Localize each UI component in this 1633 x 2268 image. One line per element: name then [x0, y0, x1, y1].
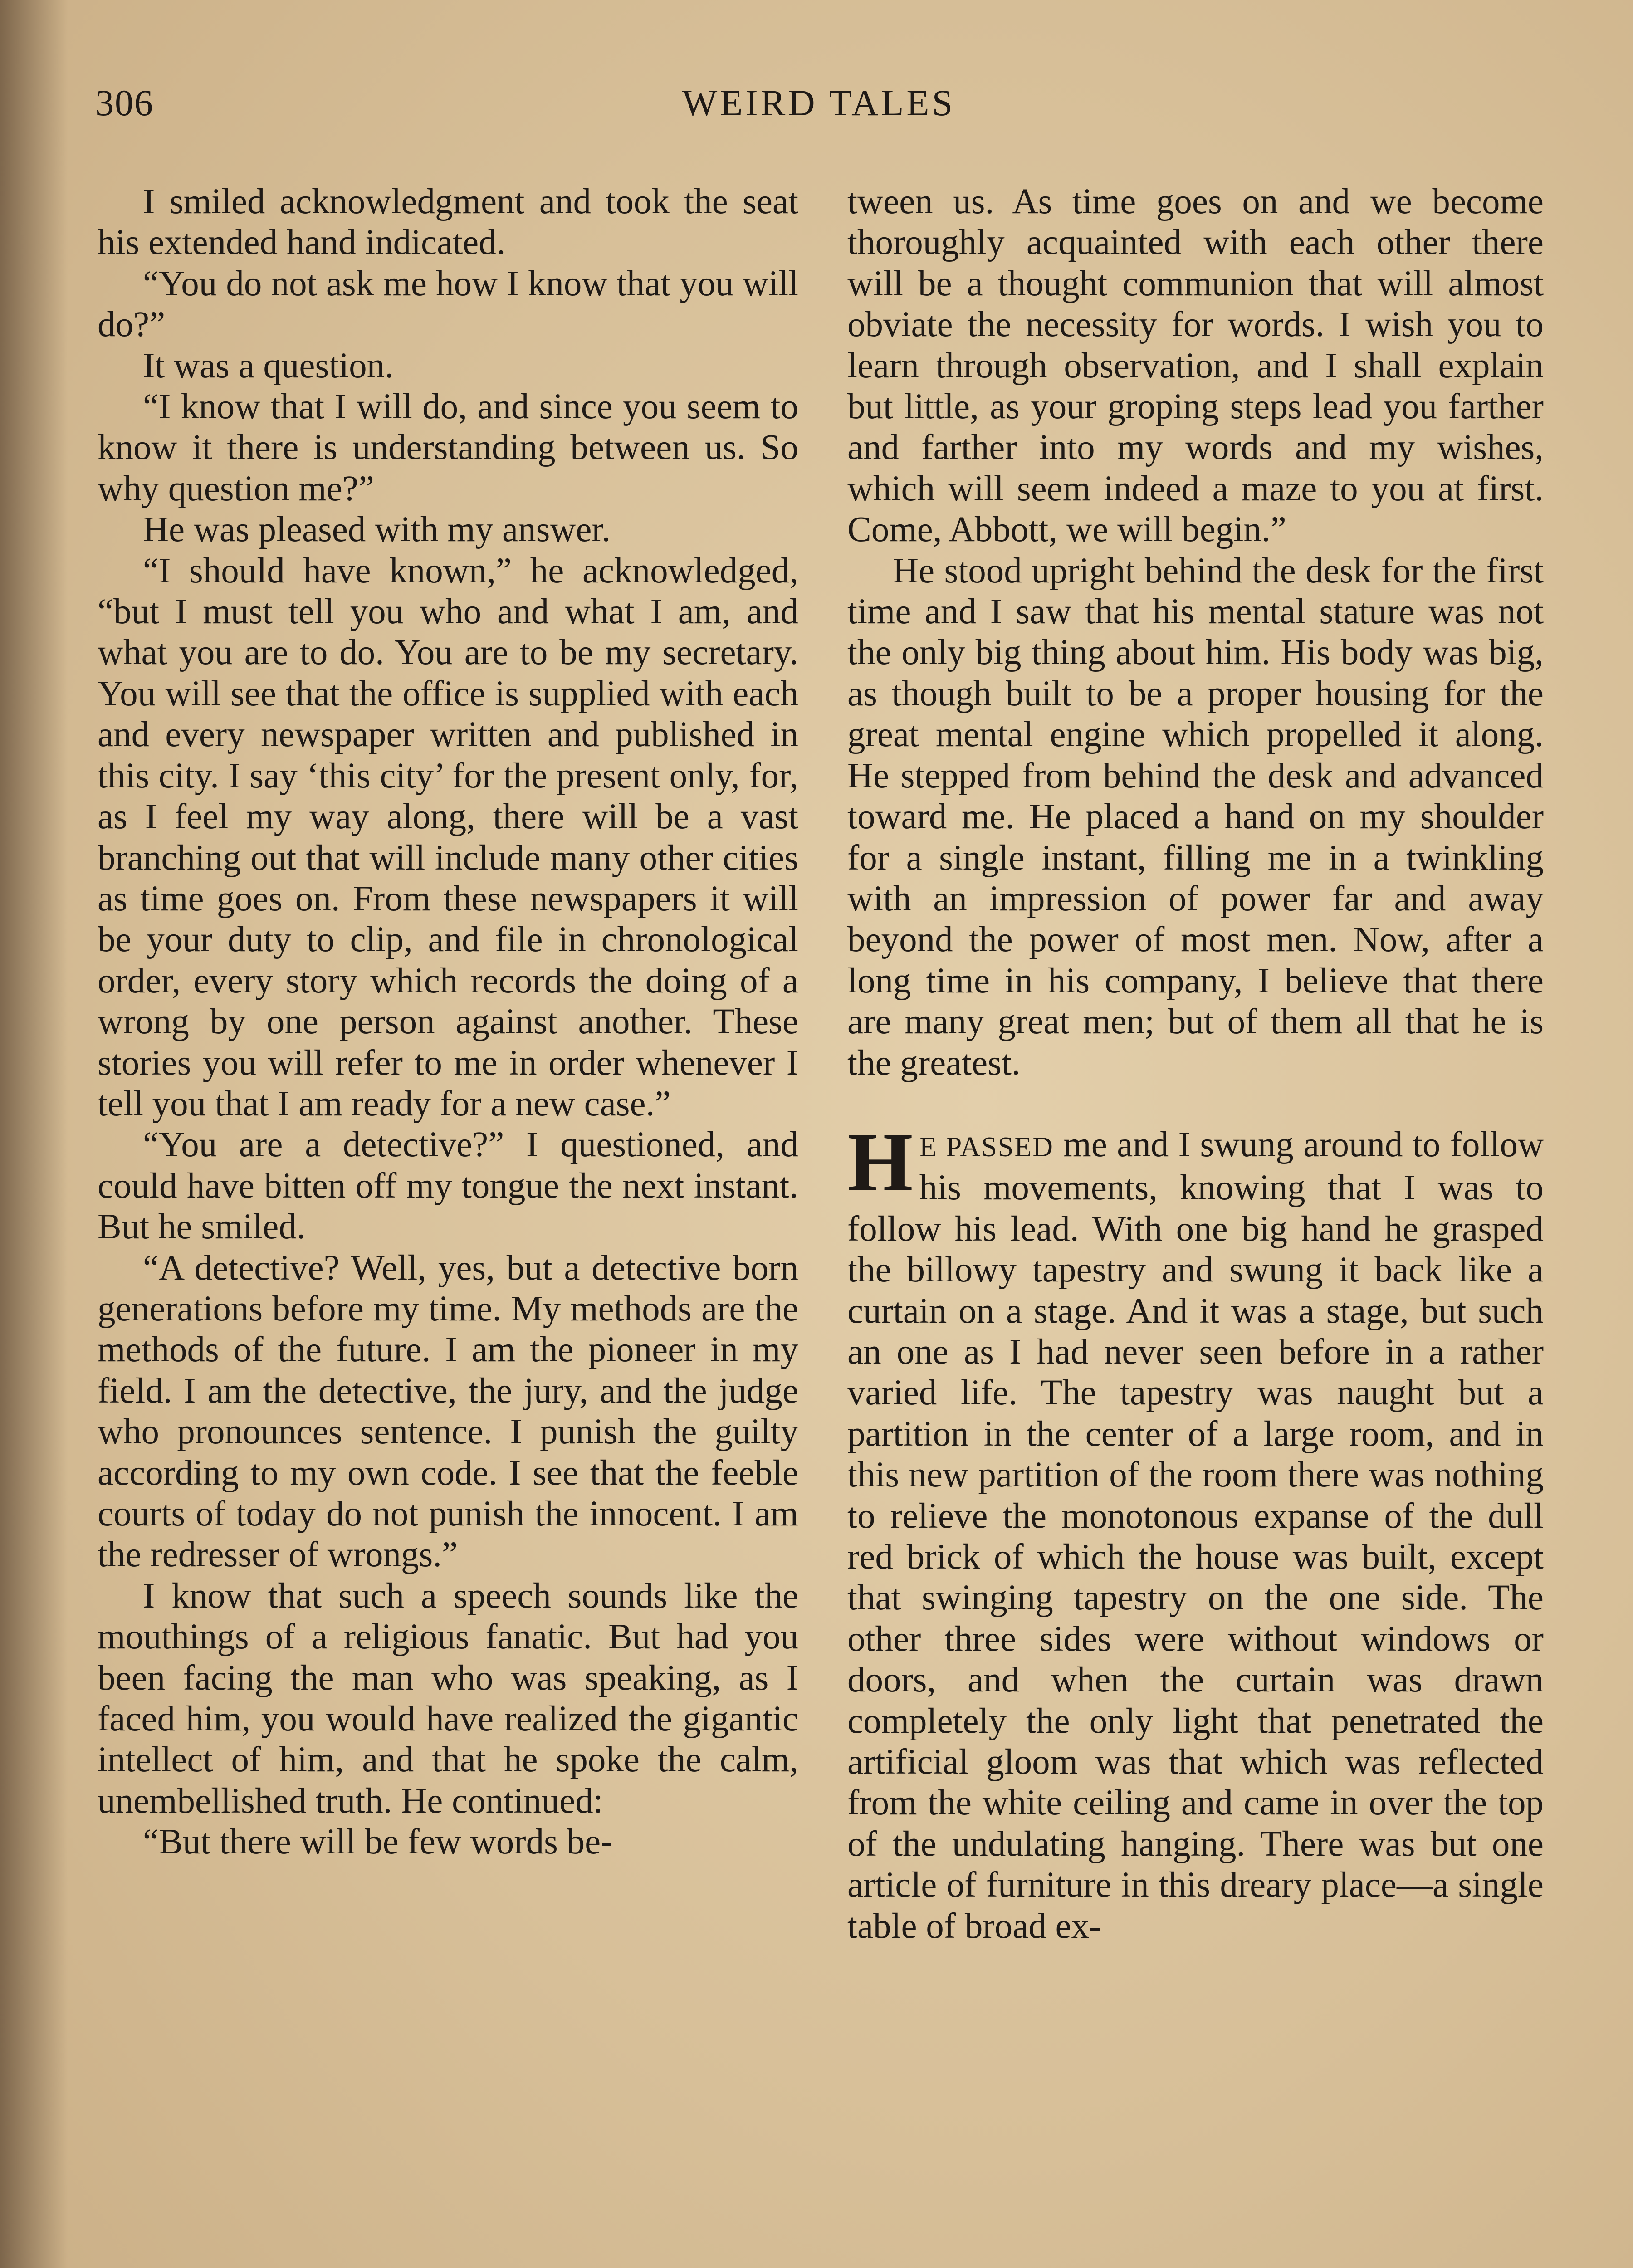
paragraph: I know that such a speech sounds like the mouthings of a religious fanatic. But had you been facing the man who was speaking, as I faced him, you would have realized the gigantic intellect of him, and that he spoke the calm, unembellished truth. He continued: — [98, 1576, 798, 1821]
page-header — [95, 82, 1542, 132]
page-gutter-shadow — [0, 0, 68, 2268]
drop-cap: H — [847, 1115, 913, 1209]
right-column — [847, 181, 1544, 1947]
paragraph: “A detective? Well, yes, but a detective born generations before my time. My methods are the methods of the future. I am the pioneer in my field. I am the detective, the jury, and the judge who pronounces sentence. I punish the guilty according to my own code. I see that the feeble courts of today do not punish the innocent. I am the redresser of wrongs.” — [98, 1248, 798, 1575]
paragraph: I smiled acknowledgment and took the seat his extended hand indicated. — [98, 182, 798, 263]
paragraph: “I know that I will do, and since you seem to know it there is understanding between us. So why question me?” — [98, 387, 798, 508]
page-number: 306 — [95, 82, 154, 123]
paragraph: “You are a detective?” I questioned, and could have bitten off my tongue the next instant. But he smiled. — [98, 1125, 798, 1247]
paragraph: “I should have known,” he acknowledged, “but I must tell you who and what I am, and what you are to do. You are to be my secretary. You will see that the office is supplied with each and every newspaper written and published in this city. I say ‘this city’ for the present only, for, as I feel my way along, there will be a vast branching out that will include many other cities as time goes on. From these newspapers it will be your duty to clip, and file in chronological order, every story which records the doing of a wrong by one person against another. These stories you will refer to me in order whenever I tell you that I am ready for a new case.” — [98, 551, 798, 1124]
paragraph: “You do not ask me how I know that you will do?” — [98, 264, 798, 345]
small-caps-lead: E PASSED — [919, 1131, 1054, 1163]
left-column — [98, 181, 798, 1863]
section-text: me and I swung around to follow his movements, knowing that I was to follow his lead. With one big hand he grasped the billowy tapestry and swung it back like a curtain on a stage. And it was a stage, but such an one as I had never seen before in a rather varied life. The tapestry was naught but a partition in the center of a large room, and in this new partition of the room there was nothing to relieve the monotonous expanse of the dull red brick of which the house was built, except that swinging tapestry on the one side. The other three sides were without windows or doors, and when the curtain was drawn completely the only light that penetrated the artificial gloom was that which was reflected from the white ceiling and came in over the top of the undulating hanging. There was but one article of furniture in this dreary place—a single table of broad ex- — [847, 1124, 1544, 1946]
paragraph: “But there will be few words be- — [143, 1822, 613, 1862]
section-opening-paragraph — [847, 1115, 1544, 1947]
paragraph: He was pleased with my answer. — [143, 510, 611, 550]
section-break — [847, 1084, 1544, 1124]
running-title: WEIRD TALES — [682, 82, 956, 123]
paragraph: He stood upright behind the desk for the first time and I saw that his mental stature was not the only big thing about him. His body was big, as though built to be a proper housing for the great mental engine which propelled it along. He stepped from behind the desk and advanced toward me. He placed a hand on my shoulder for a single instant, filling me in a twinkling with an impression of power far and away beyond the power of most men. Now, after a long time in his company, I believe that there are many great men; but of them all that he is the greatest. — [847, 551, 1544, 1083]
paragraph-continuation: tween us. As time goes on and we become thoroughly acquainted with each other there will be a thought communion that will almost obviate the necessity for words. I wish you to learn through observation, and I shall explain but little, as your groping steps lead you farther and farther into my words and my wishes, which will seem indeed a maze to you at first. Come, Abbott, we will begin.” — [847, 182, 1544, 550]
paragraph: It was a question. — [143, 346, 394, 386]
